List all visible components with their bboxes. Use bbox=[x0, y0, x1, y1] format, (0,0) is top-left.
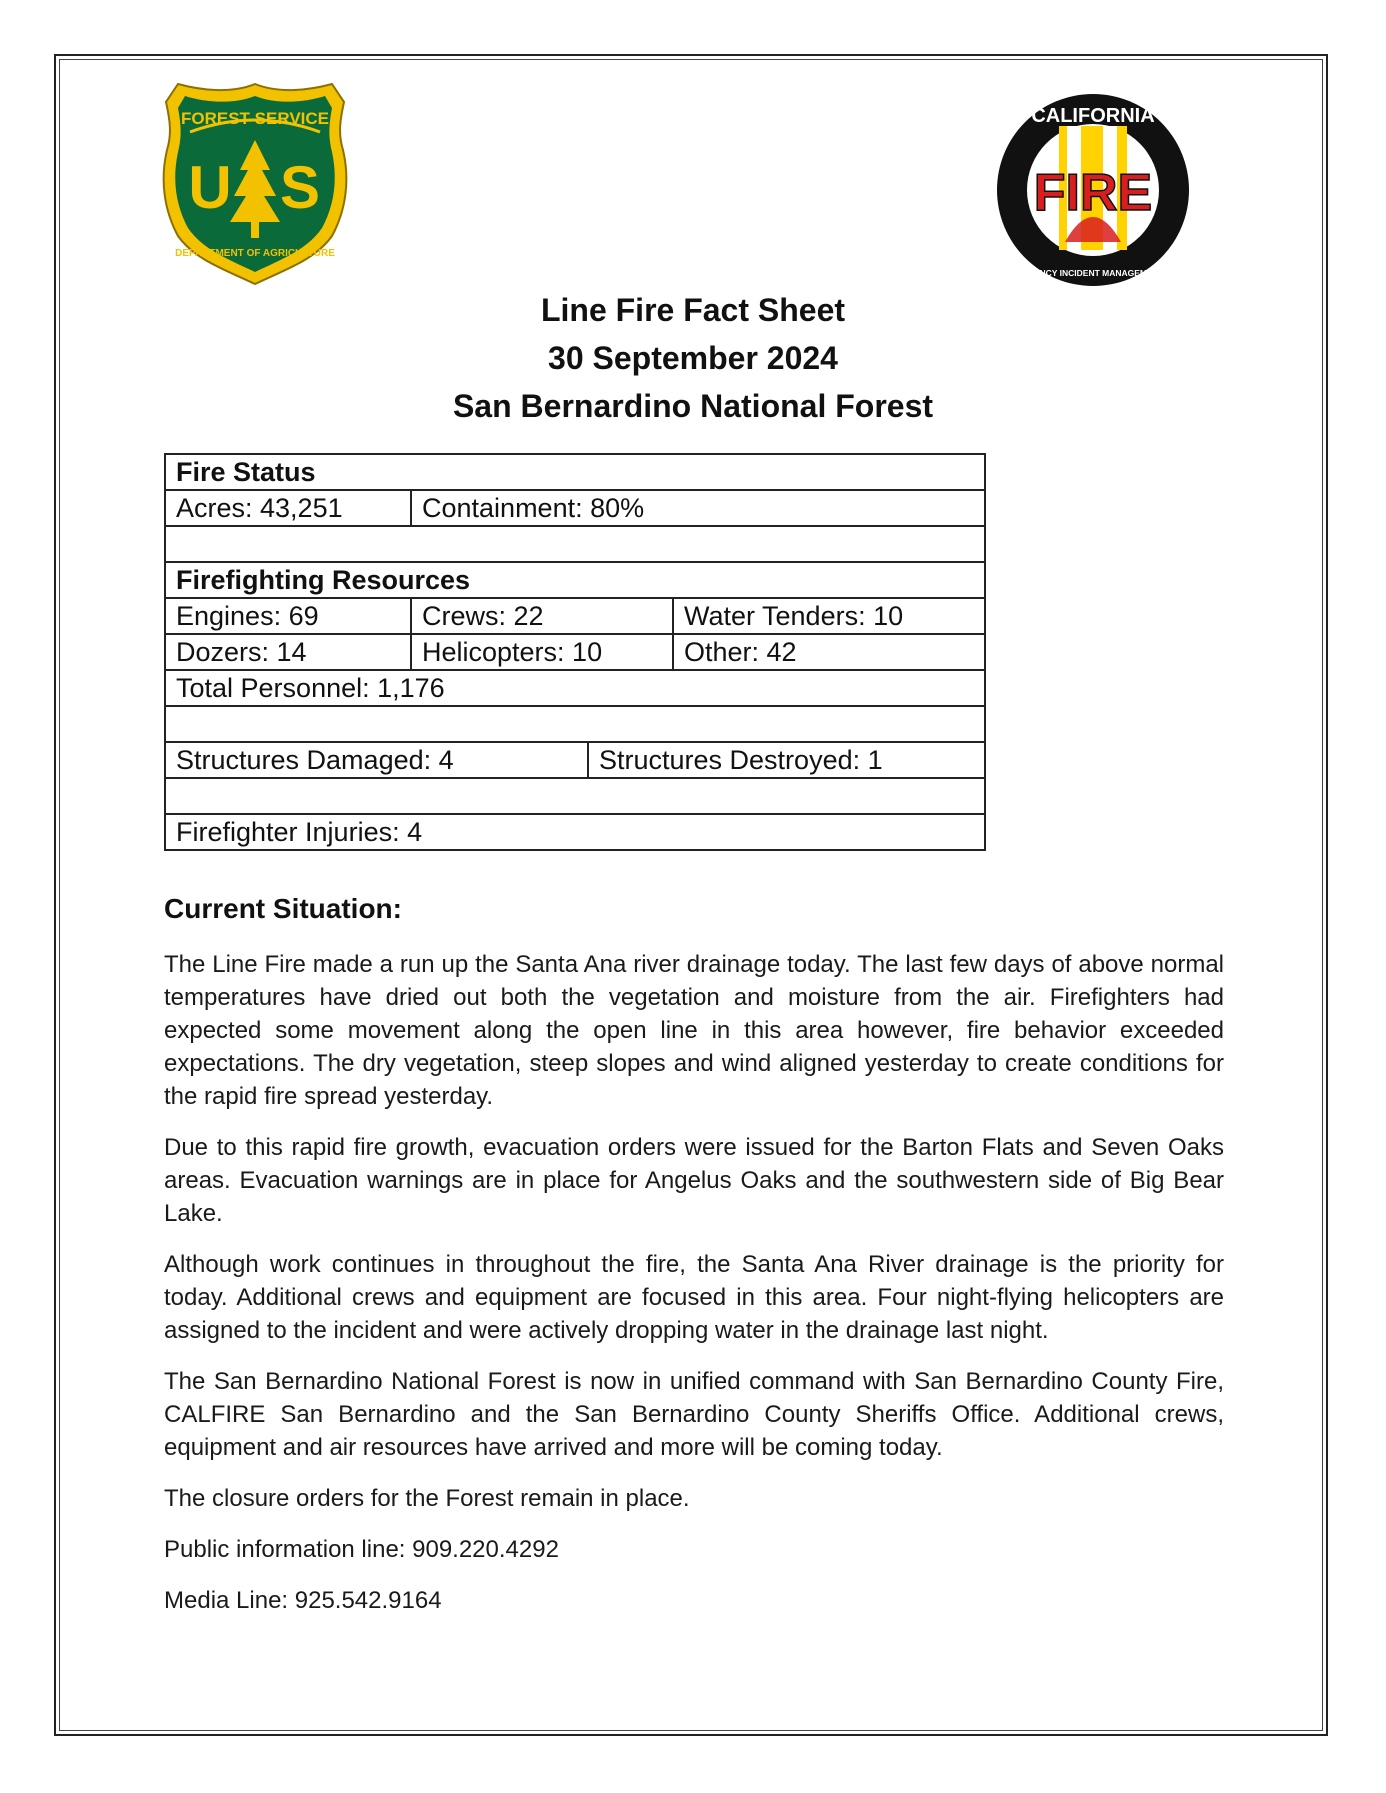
engines-cell: Engines: 69 bbox=[165, 598, 411, 634]
fact-table bbox=[164, 453, 986, 851]
document-title-block bbox=[0, 286, 1386, 430]
dozers-cell: Dozers: 14 bbox=[165, 634, 411, 670]
firefighter-injuries-cell: Firefighter Injuries: 4 bbox=[165, 814, 985, 850]
current-situation-heading: Current Situation: bbox=[164, 893, 402, 924]
usfs-letter-u: U bbox=[188, 154, 232, 221]
media-line: Media Line: 925.542.9164 bbox=[164, 1587, 442, 1614]
water-tenders-cell: Water Tenders: 10 bbox=[673, 598, 985, 634]
acres-cell: Acres: 43,251 bbox=[165, 490, 411, 526]
document-title: Line Fire Fact Sheet bbox=[540, 292, 846, 328]
table-row bbox=[165, 742, 985, 778]
situation-paragraph-5: The closure orders for the Forest remain in place. bbox=[164, 1485, 690, 1512]
fire-status-heading: Fire Status bbox=[165, 454, 985, 490]
usfs-letter-s: S bbox=[279, 154, 321, 221]
table-row bbox=[165, 814, 985, 850]
california-fire-iimt-seal-icon bbox=[995, 92, 1191, 288]
situation-paragraph-3: Although work continues in throughout the fire, the Santa Ana River drainage is the priority for today. Additional crews and equipment are focused in this area. Four night-flying helicopters are assigned to the incident and were actively dropping water in the drainage last night. bbox=[164, 1251, 1224, 1344]
empty-cell bbox=[165, 526, 985, 562]
empty-cell bbox=[165, 778, 985, 814]
us-forest-service-shield-icon bbox=[160, 80, 350, 288]
calfire-ring-text: INTERAGENCY INCIDENT MANAGEMENT TEAM bbox=[995, 268, 1191, 278]
situation-body bbox=[164, 948, 1224, 1635]
table-row bbox=[165, 454, 985, 490]
empty-cell bbox=[165, 706, 985, 742]
usfs-bottom-text: DEPARTMENT OF AGRICULTURE bbox=[175, 248, 335, 259]
calfire-center-text: FIRE bbox=[1033, 164, 1153, 222]
resources-heading: Firefighting Resources bbox=[165, 562, 985, 598]
table-row bbox=[165, 598, 985, 634]
document-forest: San Bernardino National Forest bbox=[452, 388, 934, 424]
situation-paragraph-1: The Line Fire made a run up the Santa Ana river drainage today. The last few days of above normal temperatures have dried out both the vegetation and moisture from the air. Firefighters had expected some movement along the open line in this area however, fire behavior exceeded expectations. The dry vegetation, steep slopes and wind aligned yesterday to create conditions for the rapid fire spread yesterday. bbox=[164, 951, 1224, 1110]
usfs-top-text: FOREST SERVICE bbox=[181, 109, 329, 128]
table-row bbox=[165, 634, 985, 670]
situation-paragraph-4: The San Bernardino National Forest is now in unified command with San Bernardino County Fire, CALFIRE San Bernardino and the San Bernardino County Sheriffs Office. Additional crews, equipment and air resources have arrived and more will be coming today. bbox=[164, 1368, 1224, 1461]
table-row-empty bbox=[165, 706, 985, 742]
table-row bbox=[165, 562, 985, 598]
table-row bbox=[165, 490, 985, 526]
situation-paragraph-2: Due to this rapid fire growth, evacuation orders were issued for the Barton Flats and Seven Oaks areas. Evacuation warnings are in place for Angelus Oaks and the southwestern side of Big Bear Lake. bbox=[164, 1134, 1224, 1227]
other-cell: Other: 42 bbox=[673, 634, 985, 670]
table-row-empty bbox=[165, 778, 985, 814]
structures-destroyed-cell: Structures Destroyed: 1 bbox=[588, 742, 985, 778]
table-row-empty bbox=[165, 526, 985, 562]
crews-cell: Crews: 22 bbox=[411, 598, 673, 634]
calfire-top-text: CALIFORNIA bbox=[1031, 105, 1155, 127]
table-row bbox=[165, 670, 985, 706]
helicopters-cell: Helicopters: 10 bbox=[411, 634, 673, 670]
public-information-line: Public information line: 909.220.4292 bbox=[164, 1536, 559, 1563]
total-personnel-cell: Total Personnel: 1,176 bbox=[165, 670, 985, 706]
containment-cell: Containment: 80% bbox=[411, 490, 985, 526]
document-date: 30 September 2024 bbox=[548, 340, 838, 376]
structures-damaged-cell: Structures Damaged: 4 bbox=[165, 742, 588, 778]
